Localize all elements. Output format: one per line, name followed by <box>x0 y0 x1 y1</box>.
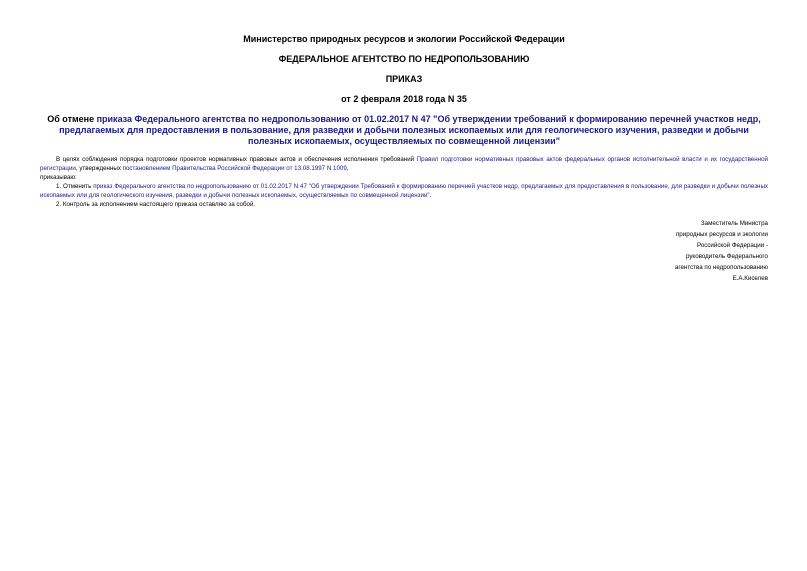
signature-name: Е.А.Киселев <box>732 275 768 282</box>
item-1-prefix: 1. Отменить <box>56 183 94 190</box>
item-1-paragraph <box>40 182 768 200</box>
document-title <box>40 114 768 147</box>
signature-block <box>608 218 768 284</box>
item-2-paragraph: 2. Контроль за исполнением настоящего приказа оставляю за собой. <box>56 201 256 208</box>
signature-line: руководитель Федерального <box>685 253 768 260</box>
signature-line: агентства по недропользованию <box>674 264 768 271</box>
signature-line: Заместитель Министра <box>700 220 768 227</box>
document-page <box>40 34 768 282</box>
document-body <box>40 155 768 209</box>
item-1-suffix: . <box>429 192 432 199</box>
agency-heading: ФЕДЕРАЛЬНОЕ АГЕНТСТВО ПО НЕДРОПОЛЬЗОВАНИЮ <box>278 54 530 64</box>
title-prefix: Об отмене <box>47 114 97 124</box>
intro-suffix: , <box>346 165 349 172</box>
resolution-link[interactable]: постановлением Правительства Российской Федерации от 13.08.1997 N 1009 <box>122 165 347 172</box>
order-word: приказываю: <box>40 174 77 181</box>
document-type-heading: ПРИКАЗ <box>385 74 423 84</box>
signature-line: природных ресурсов и экологии <box>675 231 768 238</box>
intro-prefix: В целях соблюдения порядка подготовки проектов нормативных правовых актов и обеспечения исполнения требований <box>56 156 417 163</box>
intro-paragraph <box>40 155 768 173</box>
rules-link[interactable]: Правил подготовки нормативных правовых актов федеральных органов исполнительной власти и их государственной регистрации <box>40 156 768 172</box>
repealed-order-link[interactable]: приказ Федерального агентства по недропользованию от 01.02.2017 N 47 "Об утверждении Требований к формированию перечней участков недр, предлагаемых для предоставления в пользование, для разведки и добычи полезных ископаемых или для геологического изучения, разведки и добычи полезных ископаемых, осуществляемых по совмещенной лицензии" <box>40 183 768 199</box>
intro-middle: , утвержденных <box>75 165 123 172</box>
ministry-heading: Министерство природных ресурсов и экологии Российской Федерации <box>243 34 565 44</box>
title-link[interactable]: приказа Федерального агентства по недропользованию от 01.02.2017 N 47 "Об утверждении требований к формированию перечней участков недр, предлагаемых для предоставления в пользование, для разведки и добычи полезных ископаемых или для геологического изучения, разведки и добычи полезных ископаемых, осуществляемых по совмещенной лицензии" <box>59 114 761 146</box>
signature-line: Российской Федерации - <box>696 242 768 249</box>
document-date-number: от 2 февраля 2018 года N 35 <box>341 94 467 104</box>
